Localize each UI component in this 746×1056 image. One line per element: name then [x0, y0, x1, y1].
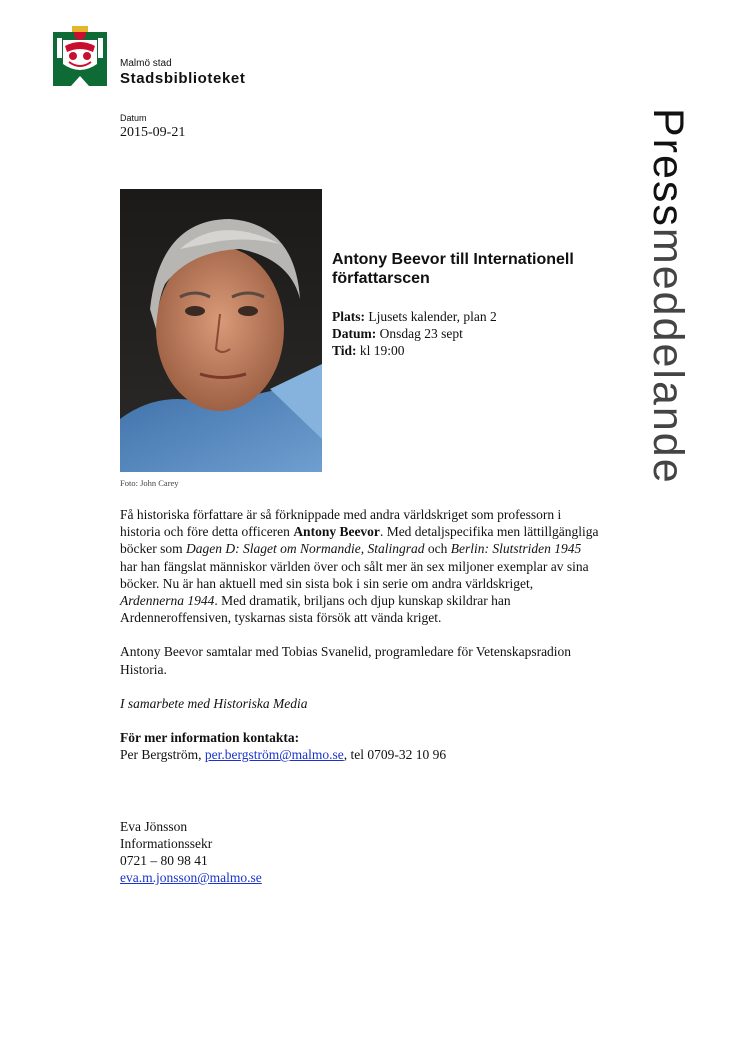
partner-note: I samarbete med Historiska Media [120, 695, 308, 711]
book-title-4: Ardennerna 1944 [120, 593, 215, 609]
contact-phone: , tel 0709-32 10 96 [343, 747, 447, 763]
contact-name: Per Bergström, [120, 747, 205, 763]
pressmeddelande-vertical-title [646, 108, 690, 485]
event-date-label: Datum: [332, 326, 377, 341]
event-place-row [332, 308, 497, 325]
event-time-value: kl 19:00 [356, 343, 405, 358]
place-value: Ljusets kalender, plan 2 [365, 309, 497, 324]
body-p1-text-c: , [360, 541, 368, 557]
author-name: Antony Beevor [293, 524, 380, 540]
press-headline: Antony Beevor till Internationell författarscen [332, 251, 574, 287]
contact2-name: Eva Jönsson [120, 819, 188, 834]
book-title-2: Stalingrad [367, 541, 425, 557]
event-time-label: Tid: [332, 343, 357, 358]
date-label: Datum [120, 113, 147, 123]
org-library: Stadsbiblioteket [120, 70, 246, 87]
place-label: Plats: [332, 309, 365, 324]
body-p1-text-a: Få historiska författare är så förknippade med andra världskriget som professorn i historia och före detta officeren [120, 507, 562, 540]
date-value: 2015-09-21 [120, 125, 186, 140]
press-body [120, 506, 600, 780]
body-p1-text-b: . Med detaljspecifika men lättillgängliga böcker som [120, 524, 599, 557]
photo-credit: Foto: John Carey [120, 478, 179, 488]
body-paragraph-2: Antony Beevor samtalar med Tobias Svanelid, programledare för Vetenskapsradion Historia. [120, 644, 572, 677]
contact2-email-link[interactable]: eva.m.jonsson@malmo.se [120, 870, 262, 885]
author-portrait-photo [120, 189, 322, 472]
book-title-1: Dagen D: Slaget om Normandie [185, 541, 361, 557]
contact2-phone: 0721 – 80 98 41 [120, 853, 208, 868]
event-date-value: Onsdag 23 sept [376, 326, 463, 341]
secondary-contact [120, 818, 262, 886]
body-paragraph-3 [120, 695, 600, 712]
org-city: Malmö stad [120, 58, 172, 69]
contact-block [120, 729, 600, 763]
body-p1-text-e: har han fängslat människor världen över och sålt mer än sex miljoner exemplar av sina böcker. Nu är han aktuell med sin sista bok i sin serie om andra världskriget, [120, 558, 589, 591]
event-details [332, 308, 497, 359]
organization-name [120, 58, 245, 88]
body-p1-text-d: och [424, 541, 451, 557]
contact-heading: För mer information kontakta: [120, 730, 300, 746]
side-title-meddelande: meddelande [644, 227, 692, 485]
side-title-press: Press [644, 108, 692, 228]
event-date-row [332, 325, 497, 342]
event-time-row [332, 342, 497, 359]
malmo-coat-of-arms-logo [53, 24, 107, 86]
body-paragraph-1 [120, 506, 600, 626]
book-title-3: Berlin: Slutstriden 1945 [450, 541, 582, 557]
contact2-title: Informationssekr [120, 836, 213, 851]
body-p1-text-f: . Med dramatik, briljans och djup kunskap skildrar han Ardenneroffensiven, tyskarnas sista försök att vända kriget. [120, 593, 511, 626]
contact-email-link[interactable]: per.bergström@malmo.se [204, 747, 344, 763]
